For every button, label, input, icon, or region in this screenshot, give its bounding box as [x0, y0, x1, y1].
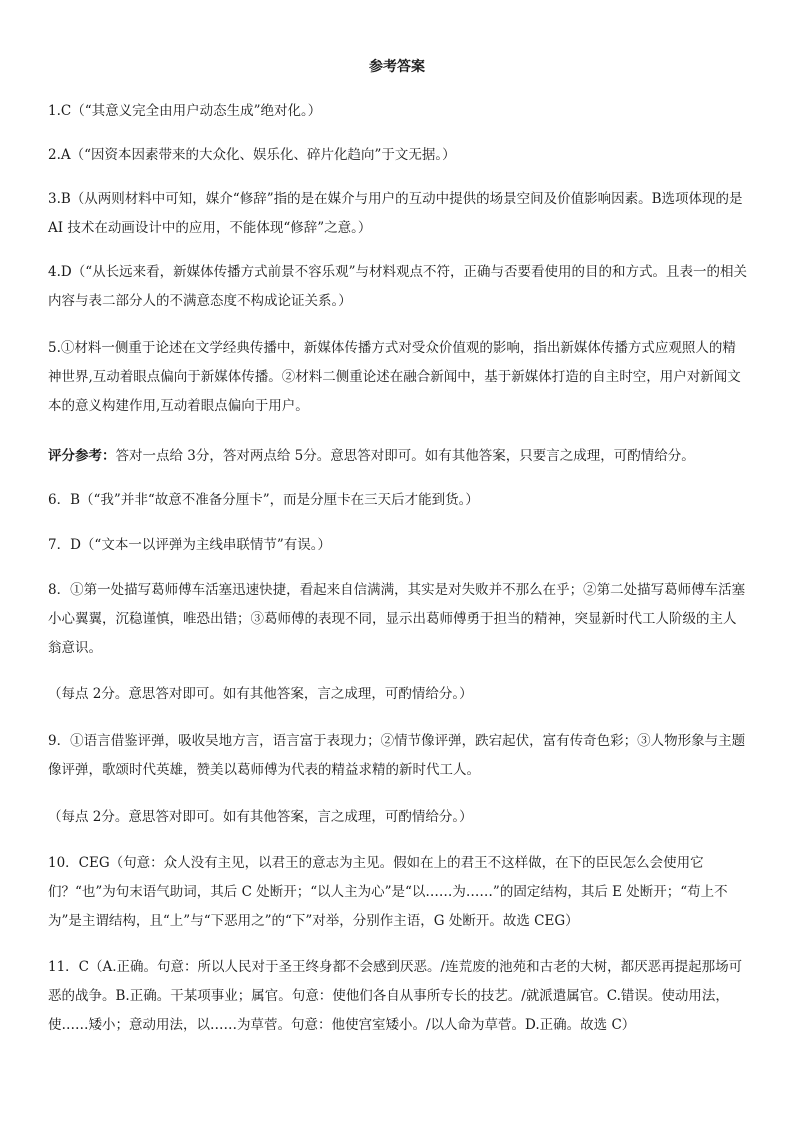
scoring-text: 答对一点给 3分，答对两点给 5分。意思答对即可。如有其他答案，只要言之成理，可酌情给分。 — [115, 448, 695, 464]
answer-8: 8．①第一处描写葛师傅车活塞迅速快捷，看起来自信满满，其实是对失败并不那么在乎；②第二处描写葛师傅车活塞小心翼翼，沉稳谨慎，唯恐出错；③葛师傅的表现不同，显示出葛师傅勇于担当的精神，突显新时代工人阶级的主人翁意识。 — [48, 582, 746, 656]
scoring-reference — [48, 442, 748, 471]
answer-4: 4.D（“从长远来看，新媒体传播方式前景不容乐观”与材料观点不符，正确与否要看使用的目的和方式。且表一的相关内容与表二部分人的不满意态度不构成论证关系。） — [48, 264, 748, 309]
answer-9-scoring: （每点 2分。意思答对即可。如有其他答案，言之成理，可酌情给分。） — [48, 809, 473, 825]
answer-11: 11．C（A.正确。句意：所以人民对于圣王终身都不会感到厌恶。/连荒废的池苑和古老的大树，都厌恶再提起那场可恶的战争。B.正确。干某项事业；属官。句意：使他们各自从事所专长的技艺。/就派遣属官。C.错误。使动用法，使……矮小；意动用法，以……为草菅。句意：他使宫室矮小。/以人命为草菅。D.正确。故选 C） — [48, 959, 743, 1033]
answer-9: 9．①语言借鉴评弹，吸收吴地方言，语言富于表现力；②情节像评弹，跌宕起伏，富有传奇色彩；③人物形象与主题像评弹，歌颂时代英雄，赞美以葛师傅为代表的精益求精的新时代工人。 — [48, 733, 746, 778]
answer-7: 7．D（“文本一以评弹为主线串联情节”有误。） — [48, 537, 331, 553]
answer-5: 5.①材料一侧重于论述在文学经典传播中，新媒体传播方式对受众价值观的影响，指出新媒体传播方式应观照人的精神世界,互动着眼点偏向于新媒体传播。②材料二侧重论述在融合新闻中，基于新媒体打造的自主时空，用户对新闻文本的意义构建作用,互动着眼点偏向于用户。 — [48, 340, 741, 414]
answer-10: 10．CEG（句意：众人没有主见，以君王的意志为主见。假如在上的君王不这样做，在下的臣民怎么会使用它们？“也”为句末语气助词，其后 C 处断开；“以人主为心”是“以……为……”的固定结构，其后 E 处断开；“苟上不为”是主谓结构，且“上”与“下恶用之”的“下”对举，分别作主语，G 处断开。故选 CEG） — [48, 855, 728, 929]
answer-8-scoring: （每点 2分。意思答对即可。如有其他答案，言之成理，可酌情给分。） — [48, 686, 473, 702]
answer-3: 3.B（从两则材料中可知，媒介“修辞”指的是在媒介与用户的互动中提供的场景空间及价值影响因素。B选项体现的是 AI 技术在动画设计中的应用，不能体现“修辞”之意。） — [48, 191, 743, 236]
page-title: 参考答案 — [369, 59, 425, 75]
answer-1: 1.C（“其意义完全由用户动态生成”绝对化。） — [48, 103, 322, 119]
answer-2: 2.A（“因资本因素带来的大众化、娱乐化、碎片化趋向”于文无据。） — [48, 147, 456, 163]
answer-6: 6．B（“我”并非“故意不准备分厘卡”，而是分厘卡在三天后才能到货。） — [48, 492, 479, 508]
scoring-label: 评分参考： — [48, 448, 116, 464]
